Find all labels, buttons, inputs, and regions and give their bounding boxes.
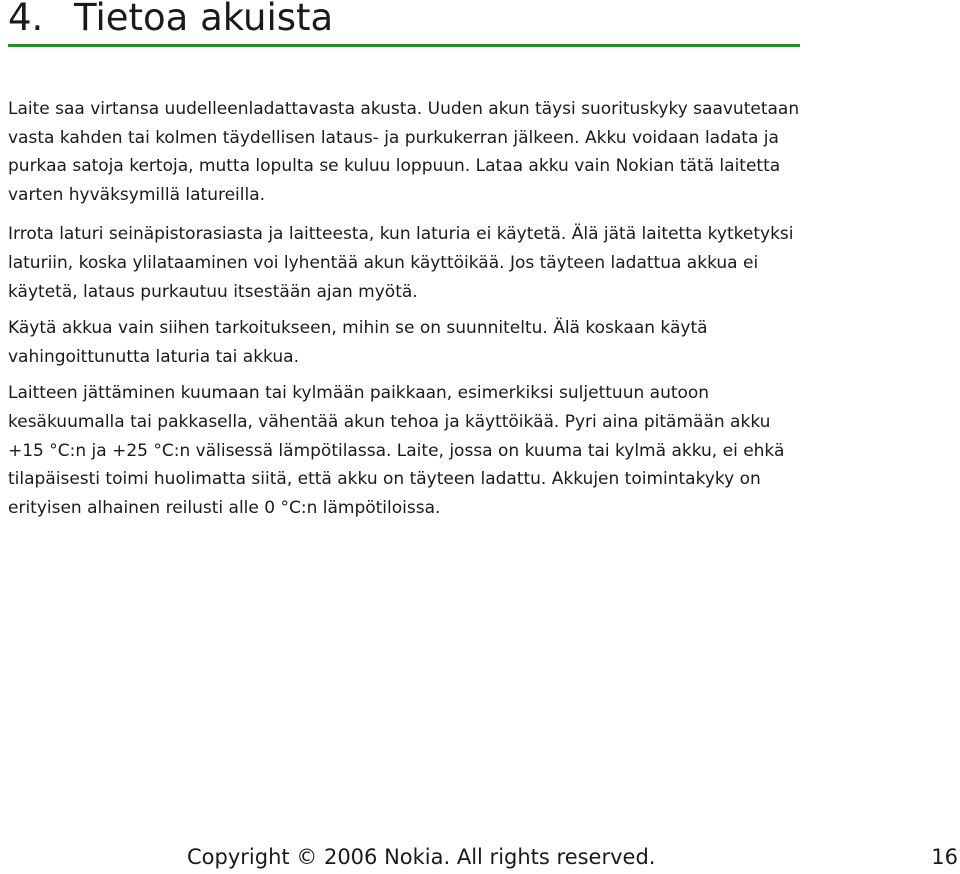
section-number: 4. — [8, 0, 44, 39]
body-text — [8, 95, 808, 530]
section-heading — [8, 0, 333, 42]
paragraph-charger-disconnect: Irrota laturi seinäpistorasiasta ja laitteesta, kun laturia ei käytetä. Älä jätä laitetta kytketyksi laturiin, koska ylilataaminen voi lyhentää akun käyttöikää. Jos täyteen ladattua akkua ei käytetä, lataus purkautuu itsestään ajan myötä. — [8, 224, 794, 302]
section-title: Tietoa akuista — [74, 0, 334, 39]
copyright-notice: Copyright © 2006 Nokia. All rights reserved. — [187, 845, 656, 869]
paragraph-intended-use: Käytä akkua vain siihen tarkoitukseen, mihin se on suunniteltu. Älä koskaan käytä vahingoittunutta laturia tai akkua. — [8, 318, 708, 367]
page-number: 16 — [931, 845, 958, 869]
paragraph-battery-intro: Laite saa virtansa uudelleenladattavasta akusta. Uuden akun täysi suorituskyky saavutetaan vasta kahden tai kolmen täydellisen lataus- ja purkukerran jälkeen. Akku voidaan ladata ja purkaa satoja kertoja, mutta lopulta se kuluu loppuun. Lataa akku vain Nokian tätä laitetta varten hyväksymillä latureilla. — [8, 99, 800, 205]
heading-rule — [8, 44, 800, 47]
paragraph-temperature: Laitteen jättäminen kuumaan tai kylmään paikkaan, esimerkiksi suljettuun autoon kesäkuumalla tai pakkasella, vähentää akun tehoa ja käyttöikää. Pyri aina pitämään akku +15 °C:n ja +25 °C:n välisessä lämpötilassa. Laite, jossa on kuuma tai kylmä akku, ei ehkä tilapäisesti toimi huolimatta siitä, että akku on täyteen ladattu. Akkujen toimintakyky on erityisen alhainen reilusti alle 0 °C:n lämpötiloissa. — [8, 383, 785, 518]
